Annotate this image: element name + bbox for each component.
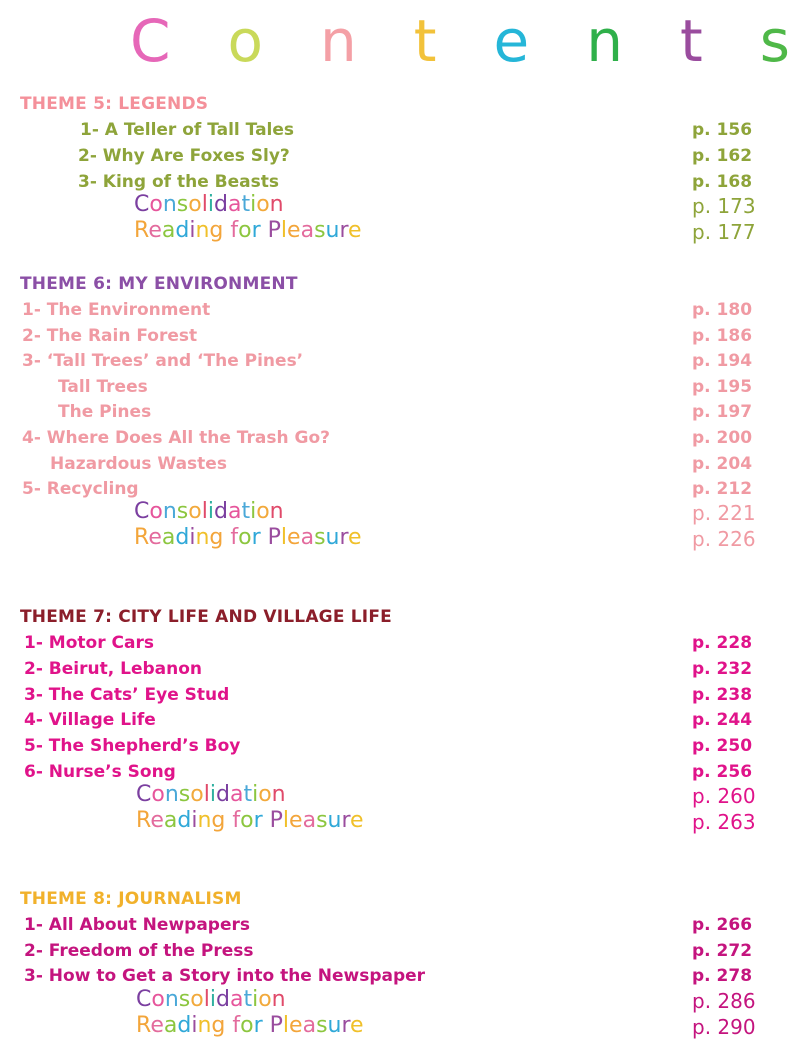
toc-entry[interactable]	[0, 478, 800, 504]
toc-entry-page: p. 194	[692, 351, 753, 371]
toc-entry-label: 5- The Shepherd’s Boy	[24, 736, 241, 756]
title-letter: t	[679, 7, 703, 75]
theme-6-heading: THEME 6: MY ENVIRONMENT	[20, 274, 298, 294]
toc-entry[interactable]	[0, 171, 800, 197]
toc-entry-label: The Pines	[58, 402, 152, 422]
toc-entry[interactable]	[0, 119, 800, 145]
toc-entry-page: p. 221	[692, 501, 756, 525]
toc-entry-page: p. 244	[692, 710, 753, 730]
toc-entry-reading[interactable]	[0, 808, 800, 838]
title-letter: e	[493, 7, 530, 75]
toc-entry[interactable]	[0, 965, 800, 991]
toc-entry[interactable]	[0, 427, 800, 453]
toc-entry-page: p. 162	[692, 146, 753, 166]
toc-entry-page: p. 250	[692, 736, 753, 756]
toc-entry[interactable]	[0, 453, 800, 479]
toc-entry-page: p. 266	[692, 915, 753, 935]
toc-entry[interactable]	[0, 350, 800, 376]
toc-entry-label: 1- A Teller of Tall Tales	[80, 120, 295, 140]
toc-entry-label: 2- Freedom of the Press	[24, 941, 254, 961]
toc-entry-label: 3- How to Get a Story into the Newspaper	[24, 966, 426, 986]
toc-entry-consolidation[interactable]	[0, 192, 800, 222]
toc-entry-page: p. 186	[692, 326, 753, 346]
toc-entry-label: 4- Where Does All the Trash Go?	[22, 428, 331, 448]
toc-entry-label: 6- Nurse’s Song	[24, 762, 176, 782]
toc-entry-consolidation[interactable]	[0, 987, 800, 1017]
page-title	[130, 6, 790, 76]
toc-entry-reading[interactable]	[0, 1013, 800, 1043]
toc-entry-page: p. 177	[692, 220, 756, 244]
toc-entry-label: 3- The Cats’ Eye Stud	[24, 685, 230, 705]
toc-entry[interactable]	[0, 709, 800, 735]
toc-entry-consolidation[interactable]	[0, 782, 800, 812]
toc-entry-label: Hazardous Wastes	[50, 454, 227, 474]
toc-entry-label: Reading for Pleasure	[134, 525, 362, 550]
theme-8-heading: THEME 8: JOURNALISM	[20, 889, 242, 909]
title-letter: C	[130, 7, 171, 75]
toc-entry-page: p. 173	[692, 194, 756, 218]
toc-entry-consolidation[interactable]	[0, 499, 800, 529]
toc-entry[interactable]	[0, 145, 800, 171]
toc-entry-page: p. 195	[692, 377, 753, 397]
toc-entry-label: Reading for Pleasure	[136, 808, 364, 833]
toc-entry-page: p. 226	[692, 527, 756, 551]
toc-entry-page: p. 278	[692, 966, 753, 986]
toc-entry-page: p. 180	[692, 300, 753, 320]
toc-entry-label: Reading for Pleasure	[134, 218, 362, 243]
toc-entry[interactable]	[0, 914, 800, 940]
toc-entry[interactable]	[0, 325, 800, 351]
theme-5-heading: THEME 5: LEGENDS	[20, 94, 209, 114]
title-letter: o	[227, 7, 263, 75]
toc-entry-page: p. 286	[692, 989, 756, 1013]
toc-entry-label: 5- Recycling	[22, 479, 139, 499]
toc-entry-page: p. 260	[692, 784, 756, 808]
toc-entry-page: p. 256	[692, 762, 753, 782]
toc-entry-label: Tall Trees	[58, 377, 148, 397]
toc-entry-page: p. 197	[692, 402, 753, 422]
toc-entry-page: p. 168	[692, 172, 753, 192]
toc-entry[interactable]	[0, 299, 800, 325]
toc-entry-page: p. 290	[692, 1015, 756, 1039]
title-letter: n	[586, 7, 623, 75]
toc-entry-label: Consolidation	[134, 192, 284, 217]
toc-entry-label: 1- Motor Cars	[24, 633, 154, 653]
toc-entry-reading[interactable]	[0, 218, 800, 248]
toc-entry-page: p. 204	[692, 454, 753, 474]
toc-entry-label: 1- All About Newpapers	[24, 915, 250, 935]
toc-entry-page: p. 263	[692, 810, 756, 834]
toc-entry[interactable]	[0, 684, 800, 710]
toc-entry-label: 2- Beirut, Lebanon	[24, 659, 202, 679]
theme-7-heading: THEME 7: CITY LIFE AND VILLAGE LIFE	[20, 607, 392, 627]
toc-entry-page: p. 228	[692, 633, 753, 653]
toc-entry-label: Consolidation	[136, 987, 286, 1012]
toc-entry-page: p. 232	[692, 659, 753, 679]
toc-entry[interactable]	[0, 658, 800, 684]
toc-entry-label: Consolidation	[136, 782, 286, 807]
toc-entry-label: 1- The Environment	[22, 300, 211, 320]
toc-entry-page: p. 212	[692, 479, 753, 499]
toc-entry-page: p. 156	[692, 120, 753, 140]
toc-entry-page: p. 272	[692, 941, 753, 961]
toc-entry-page: p. 200	[692, 428, 753, 448]
toc-entry[interactable]	[0, 735, 800, 761]
toc-entry-label: 3- King of the Beasts	[78, 172, 279, 192]
toc-entry-label: Reading for Pleasure	[136, 1013, 364, 1038]
toc-entry-page: p. 238	[692, 685, 753, 705]
toc-entry-label: 2- The Rain Forest	[22, 326, 198, 346]
title-letter: s	[759, 7, 790, 75]
toc-entry[interactable]	[0, 401, 800, 427]
toc-entry[interactable]	[0, 632, 800, 658]
toc-entry[interactable]	[0, 761, 800, 787]
toc-entry-label: 3- ‘Tall Trees’ and ‘The Pines’	[22, 351, 304, 371]
toc-entry[interactable]	[0, 376, 800, 402]
toc-entry-reading[interactable]	[0, 525, 800, 555]
toc-entry[interactable]	[0, 940, 800, 966]
title-letter: n	[320, 7, 357, 75]
toc-entry-label: Consolidation	[134, 499, 284, 524]
toc-entry-label: 2- Why Are Foxes Sly?	[78, 146, 290, 166]
title-letter: t	[413, 7, 437, 75]
toc-entry-label: 4- Village Life	[24, 710, 156, 730]
